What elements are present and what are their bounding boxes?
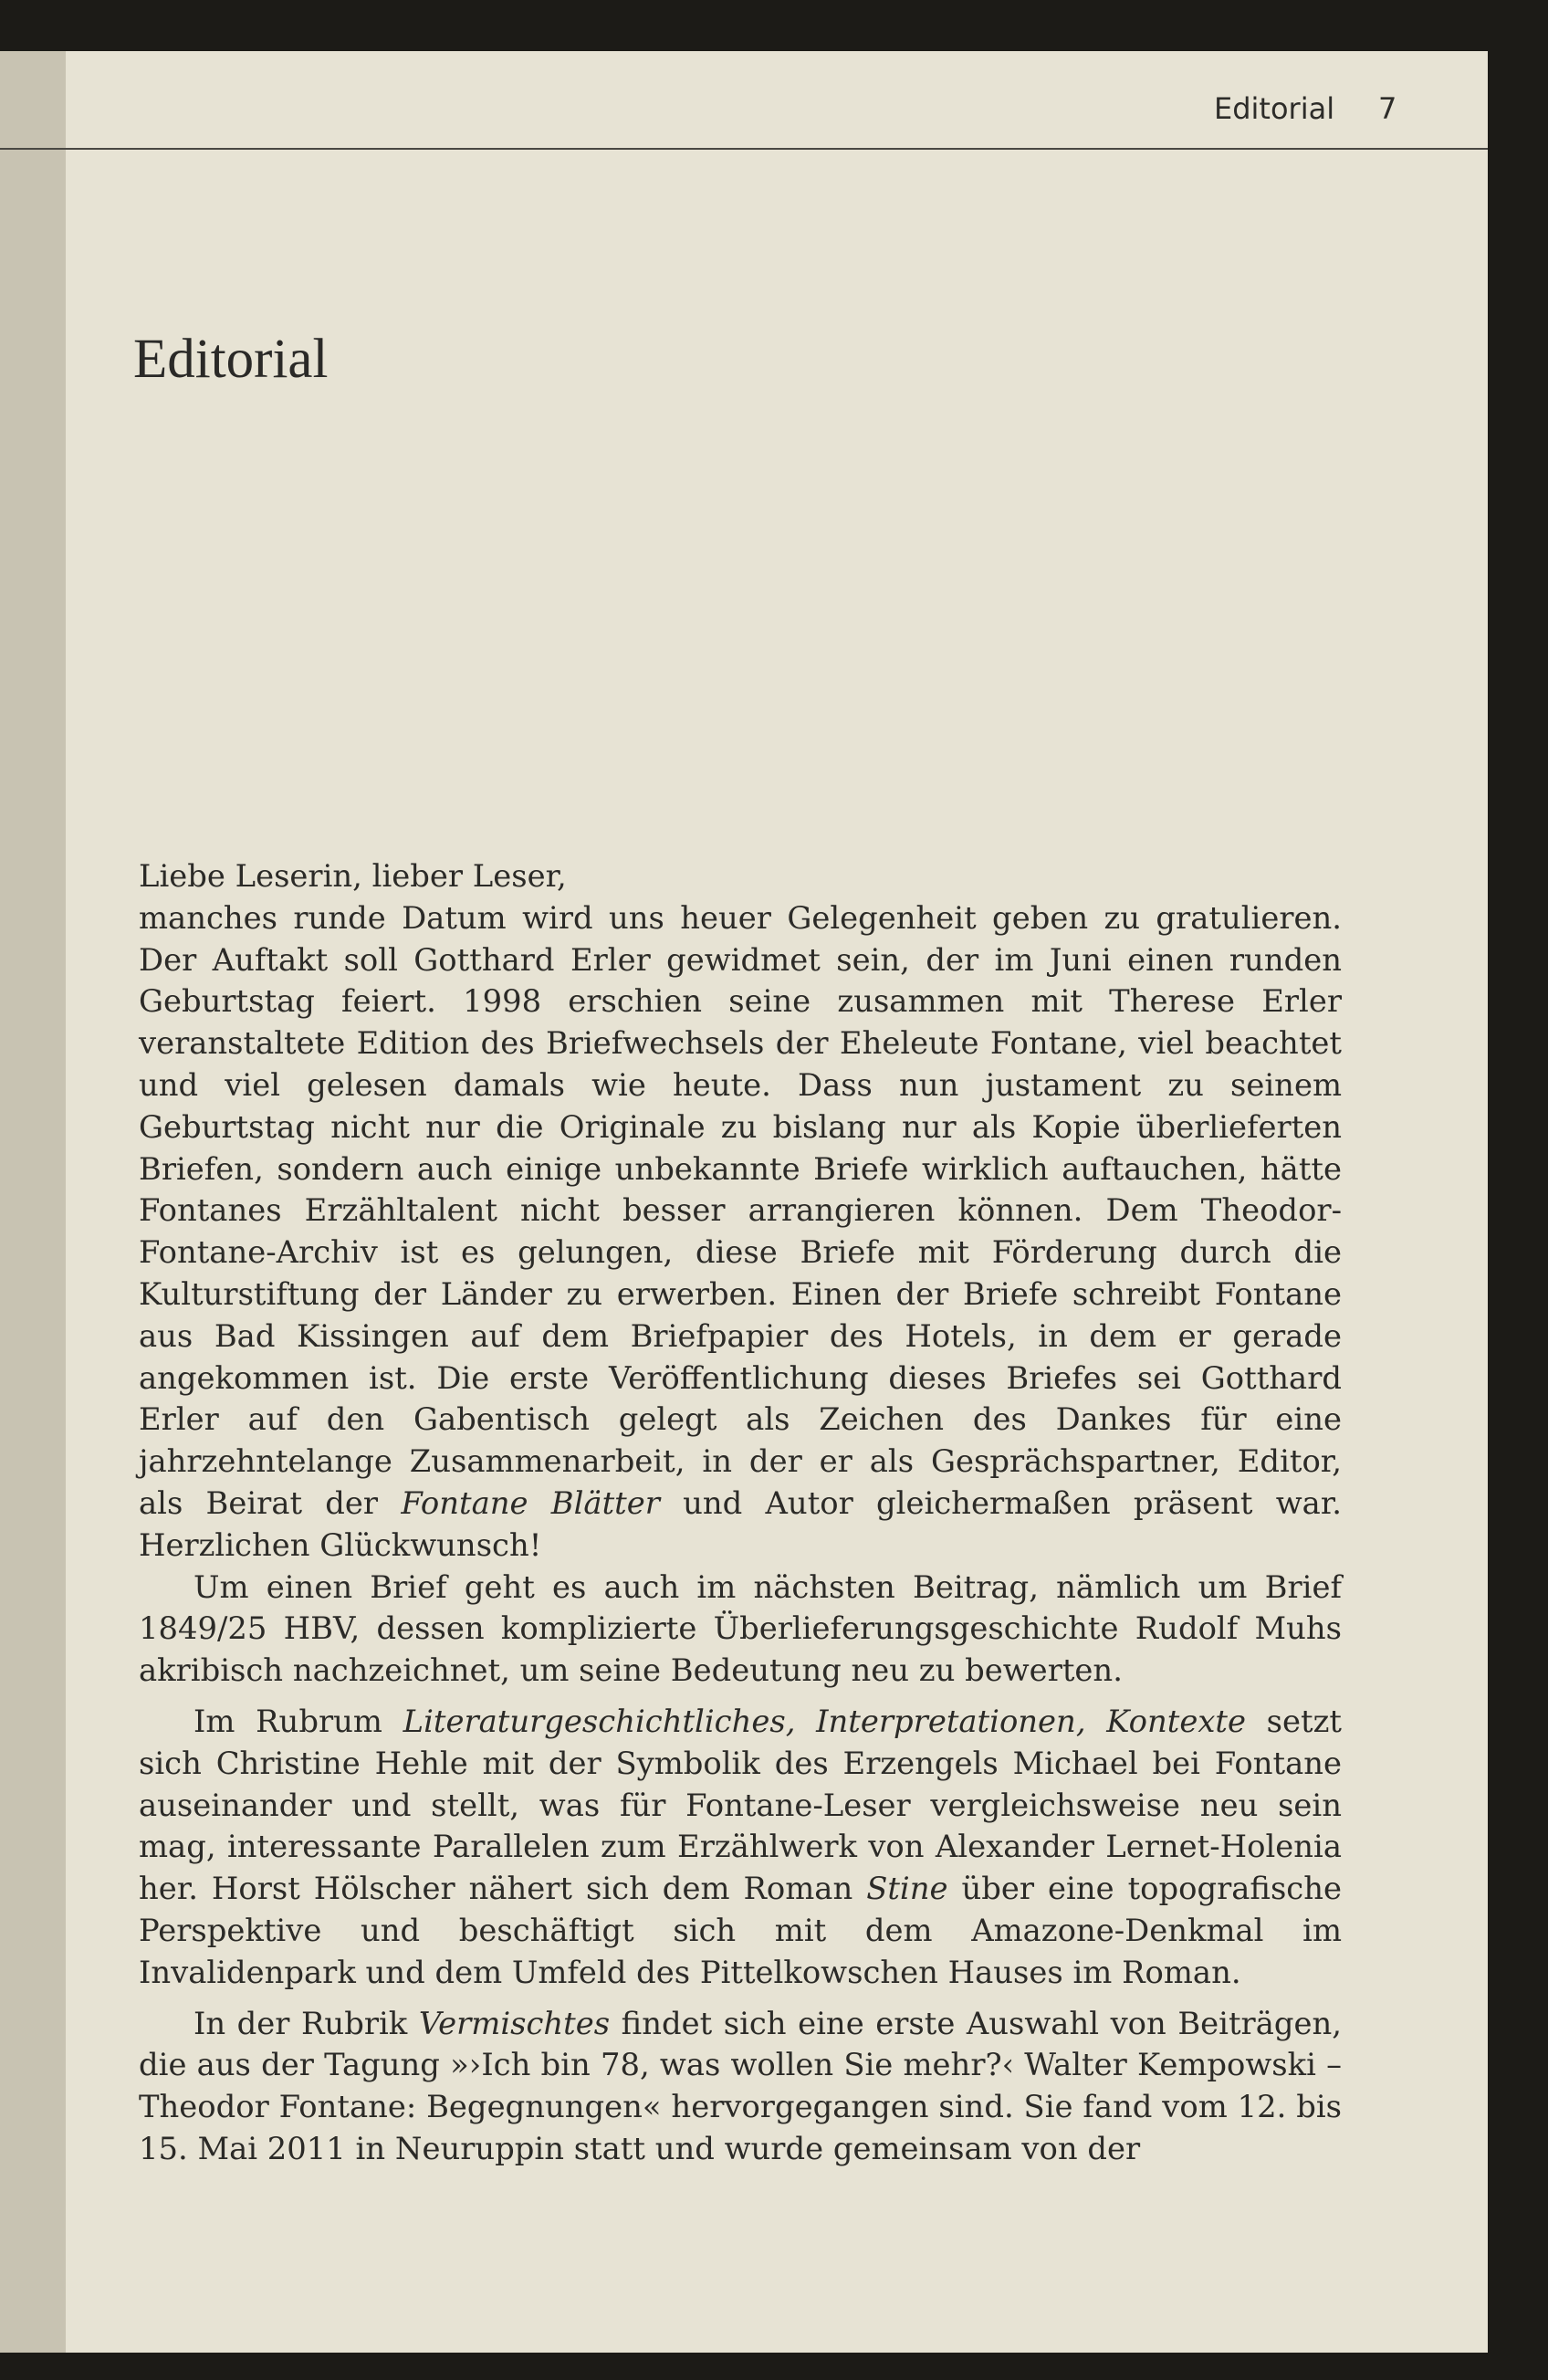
body-text: [139, 855, 1342, 2170]
salutation-line: Liebe Leserin, lieber Leser,: [139, 858, 567, 894]
paragraph-1: manches runde Datum wird uns heuer Gelegenheit geben zu gratulieren. Der Auftakt soll Gotthard Erler gewidmet sein, der im Juni einen runden Geburtstag feiert. 1998 erschien seine zusammen mit Therese Erler veranstaltete Edition des Briefwechsels der Eheleute Fontane, viel beachtet und viel gelesen damals wie heute. Dass nun justament zu seinem Geburtstag nicht nur die Originale zu bislang nur als Kopie überlieferten Briefen, sondern auch einige unbekannte Briefe wirklich auftauchen, hätte Fontanes Erzähltalent nicht besser arrangieren können. Dem Theodor-Fontane-Archiv ist es gelungen, diese Briefe mit Förderung durch die Kulturstiftung der Länder zu erwerben. Einen der Briefe schreibt Fontane aus Bad Kissingen auf dem Briefpapier des Hotels, in dem er gerade angekommen ist. Die erste Veröffentlichung dieses Briefes sei Gotthard Erler auf den Gabentisch gelegt als Zeichen des Dankes für eine jahrzehntelange Zusammenarbeit, in der er als Gesprächspartner, Editor, als Beirat der Fontane Blätter und Autor gleichermaßen präsent war. Herzlichen Glückwunsch!: [139, 899, 1343, 1563]
header-rule: [0, 148, 1488, 150]
page-number: 7: [1378, 91, 1397, 126]
rubric-title: Literaturgeschichtliches, Interpretationen, Kontexte: [403, 1703, 1246, 1739]
paragraph-2: Um einen Brief geht es auch im nächsten Beitrag, nämlich um Brief 1849/25 HBV, dessen komplizierte Überlieferungsgeschichte Rudolf Muhs akribisch nachzeichnet, um seine Bedeutung neu zu bewerten.: [139, 1568, 1342, 1689]
page-title: Editorial: [133, 328, 329, 390]
paragraph-3: Im Rubrum Literaturgeschichtliches, Interpretationen, Kontexte setzt sich Christine Hehle mit der Symbolik des Erzengels Michael bei Fontane auseinander und stellt, was für Fontane-Leser vergleichsweise neu sein mag, interessante Parallelen zum Erzählwerk von Alexander Lernet-Holenia her. Horst Hölscher nähert sich dem Roman Stine über eine topografische Perspektive und beschäftigt sich mit dem Amazone-Denkmal im Invalidenpark und dem Umfeld des Pittelkowschen Hauses im Roman.: [139, 1703, 1342, 1990]
rubric-title-2: Vermischtes: [418, 2005, 611, 2041]
journal-title: Fontane Blätter: [401, 1484, 660, 1521]
running-title: Editorial: [1214, 91, 1335, 126]
facing-page-edge: [0, 51, 66, 2353]
paragraph-4: In der Rubrik Vermischtes findet sich eine erste Auswahl von Beiträgen, die aus der Tagung »›Ich bin 78, was wollen Sie mehr?‹ Walter Kempowski – Theodor Fontane: Begegnungen« hervorgegangen sind. Sie fand vom 12. bis 15. Mai 2011 in Neuruppin statt und wurde gemeinsam von der: [139, 2005, 1342, 2166]
novel-title: Stine: [866, 1871, 948, 1907]
